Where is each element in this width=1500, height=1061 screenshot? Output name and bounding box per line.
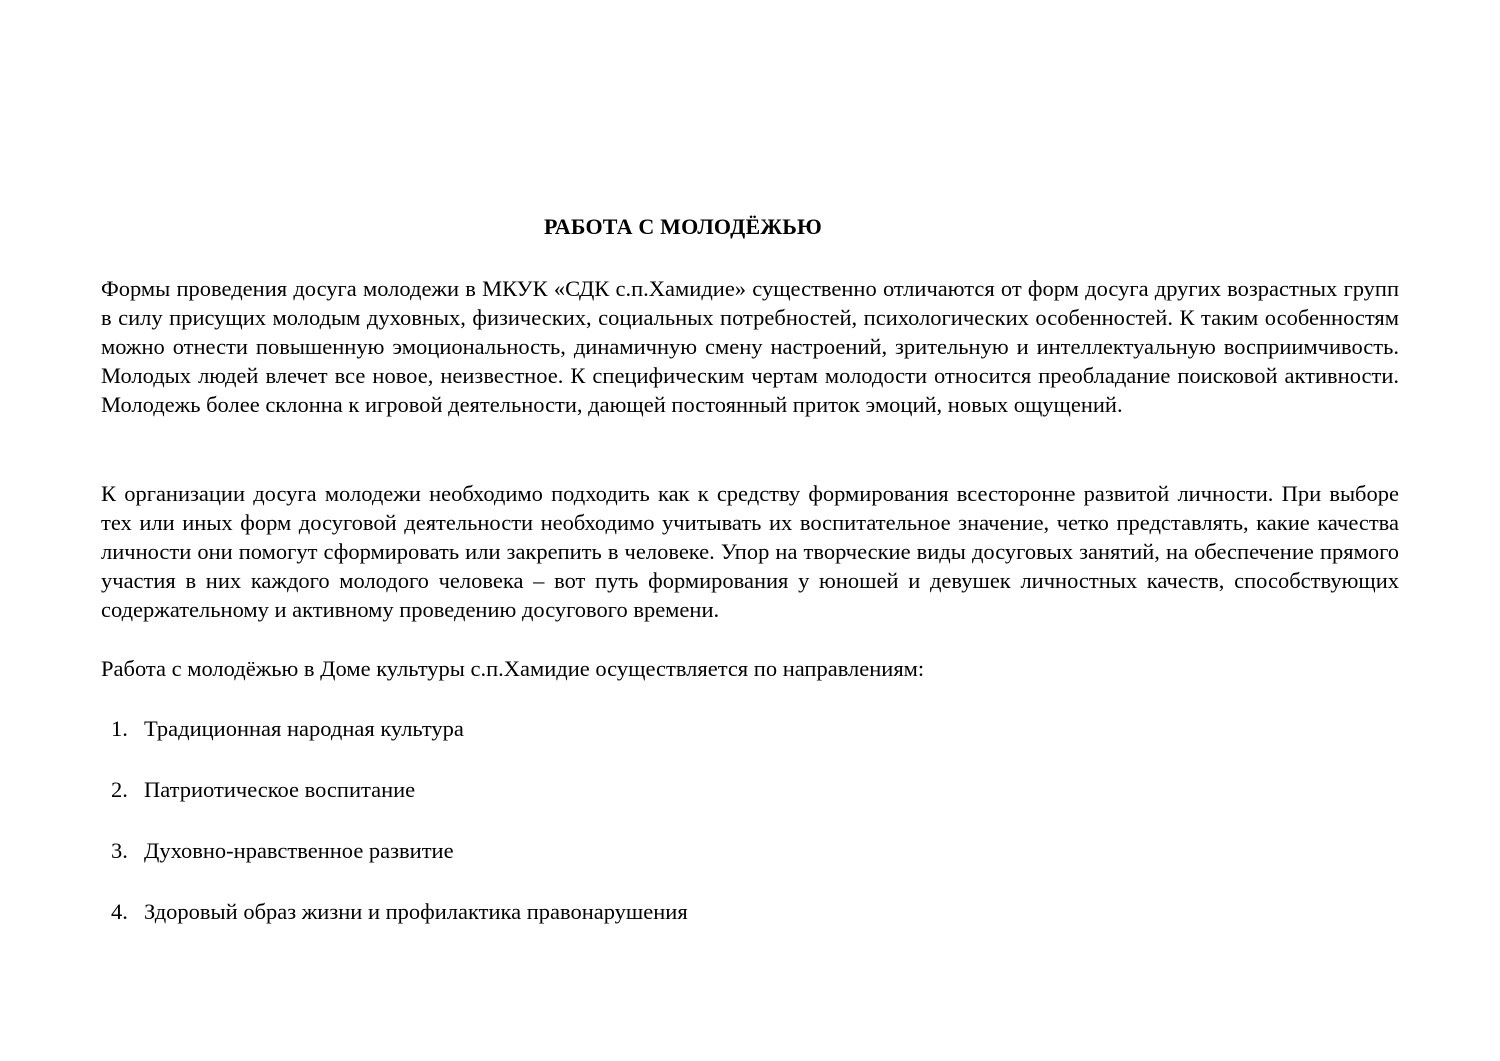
list-item bbox=[111, 714, 688, 775]
page-title: РАБОТА С МОЛОДЁЖЬЮ bbox=[543, 214, 823, 239]
directions-list bbox=[111, 714, 688, 958]
list-item bbox=[111, 897, 688, 958]
paragraph-leisure-forms: Формы проведения досуга молодежи в МКУК «СДК с.п.Хамидие» существенно отличаются от форм досуга других возрастных групп в силу присущих молодым духовных, физических, социальных потребностей, психологических особенностей. К таким особенностям можно отнести повышенную эмоциональность, динамичную смену настроений, зрительную и интеллектуальную восприимчивость. Молодых людей влечет все новое, неизвестное. К специфическим чертам молодости относится преобладание поисковой активности. Молодежь более склонна к игровой деятельности, дающей постоянный приток эмоций, новых ощущений. bbox=[101, 276, 1399, 417]
list-item-number: 3. bbox=[111, 838, 128, 863]
directions-intro: Работа с молодёжью в Доме культуры с.п.Хамидие осуществляется по направлениям: bbox=[101, 656, 925, 681]
list-item-number: 4. bbox=[111, 899, 128, 924]
list-item bbox=[111, 775, 688, 836]
list-item-text: Патриотическое воспитание bbox=[144, 777, 416, 802]
paragraph-leisure-organization: К организации досуга молодежи необходимо подходить как к средству формирования всесторонне развитой личности. При выборе тех или иных форм досуговой деятельности необходимо учитывать их воспитательное значение, четко представлять, какие качества личности они помогут сформировать или закрепить в человеке. Упор на творческие виды досуговых занятий, на обеспечение прямого участия в них каждого молодого человека – вот путь формирования у юношей и девушек личностных качеств, способствующих содержательному и активному проведению досугового времени. bbox=[101, 481, 1399, 622]
list-item-number: 2. bbox=[111, 777, 128, 802]
list-item-number: 1. bbox=[111, 716, 128, 741]
list-item-text: Традиционная народная культура bbox=[144, 716, 464, 741]
list-item-text: Здоровый образ жизни и профилактика правонарушения bbox=[144, 899, 688, 924]
list-item-text: Духовно-нравственное развитие bbox=[144, 838, 454, 863]
list-item bbox=[111, 836, 688, 897]
